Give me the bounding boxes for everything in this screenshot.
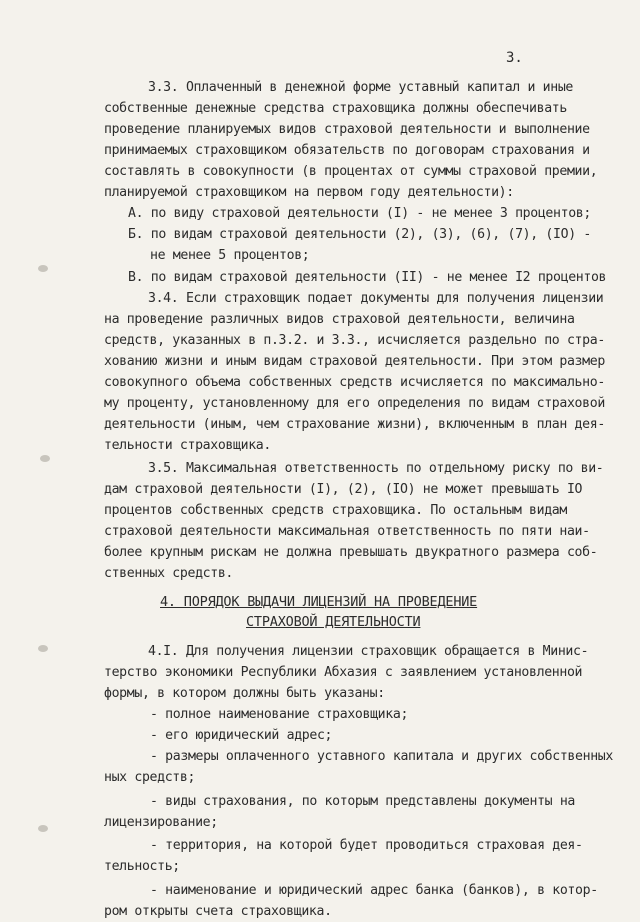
- text-line: проведение планируемых видов страховой деятельности и выполнение: [104, 122, 590, 137]
- text-line: му проценту, установленному для его определения по видам страховой: [104, 396, 605, 411]
- text-line: деятельности (иным, чем страхование жизни), включенным в план дея-: [104, 417, 605, 432]
- page-number: 3.: [506, 50, 523, 66]
- text-line: 3.3. Оплаченный в денежной форме уставный капитал и иные: [148, 80, 574, 95]
- text-line: 3.5. Максимальная ответственность по отдельному риску по ви-: [148, 461, 604, 476]
- text-line: тельности страховщика.: [104, 438, 271, 453]
- section-heading: 4. ПОРЯДОК ВЫДАЧИ ЛИЦЕНЗИЙ НА ПРОВЕДЕНИЕ: [160, 594, 478, 610]
- text-line: более крупным рискам не должна превышать двукратного размера соб-: [104, 545, 598, 560]
- text-line: - полное наименование страховщика;: [150, 707, 409, 722]
- text-line: средств, указанных в п.3.2. и 3.3., исчисляется раздельно по стра-: [104, 333, 605, 348]
- text-line: хованию жизни и иным видам страховой деятельности. При этом размер: [104, 354, 605, 369]
- text-line: - виды страхования, по которым представлены документы на: [150, 794, 576, 809]
- text-line: на проведение различных видов страховой деятельности, величина: [104, 312, 575, 327]
- section-heading: СТРАХОВОЙ ДЕЯТЕЛЬНОСТИ: [246, 614, 421, 630]
- paper-stain: [40, 455, 50, 462]
- text-line: процентов собственных средств страховщика. По остальным видам: [104, 503, 567, 518]
- text-line: А. по виду страховой деятельности (I) - не менее 3 процентов;: [128, 206, 591, 221]
- text-line: собственные денежные средства страховщика должны обеспечивать: [104, 101, 567, 116]
- text-line: 3.4. Если страховщик подает документы для получения лицензии: [148, 291, 604, 306]
- text-line: терство экономики Республики Абхазия с заявлением установленной: [104, 665, 583, 680]
- text-line: страховой деятельности максимальная ответственность по пяти наи-: [104, 524, 590, 539]
- text-line: Б. по видам страховой деятельности (2), (3), (6), (7), (IO) -: [128, 227, 591, 242]
- text-line: тельность;: [104, 859, 180, 874]
- text-line: 4.I. Для получения лицензии страховщик обращается в Минис-: [148, 644, 589, 659]
- text-line: - размеры оплаченного уставного капитала и других собственных: [150, 749, 613, 764]
- text-line: ных средств;: [104, 770, 196, 785]
- text-line: ственных средств.: [104, 566, 234, 581]
- paper-stain: [38, 825, 48, 832]
- text-line: - наименование и юридический адрес банка (банков), в котор-: [150, 883, 598, 898]
- paper-stain: [38, 265, 48, 272]
- text-line: составлять в совокупности (в процентах от суммы страховой премии,: [104, 164, 598, 179]
- text-line: лицензирование;: [104, 815, 218, 830]
- text-line: не менее 5 процентов;: [150, 248, 310, 263]
- text-line: принимаемых страховщиком обязательств по договорам страхования и: [104, 143, 590, 158]
- text-line: - его юридический адрес;: [150, 728, 333, 743]
- text-line: В. по видам страховой деятельности (II) - не менее I2 процентов: [128, 270, 607, 285]
- text-line: дам страховой деятельности (I), (2), (IO) не может превышать IO: [104, 482, 583, 497]
- text-line: планируемой страховщиком на первом году деятельности):: [104, 185, 514, 200]
- paper-stain: [38, 645, 48, 652]
- text-line: формы, в котором должны быть указаны:: [104, 686, 385, 701]
- text-line: - территория, на которой будет проводиться страховая дея-: [150, 838, 583, 853]
- text-line: совокупного объема собственных средств исчисляется по максимально-: [104, 375, 605, 390]
- text-line: ром открыты счета страховщика.: [104, 904, 332, 919]
